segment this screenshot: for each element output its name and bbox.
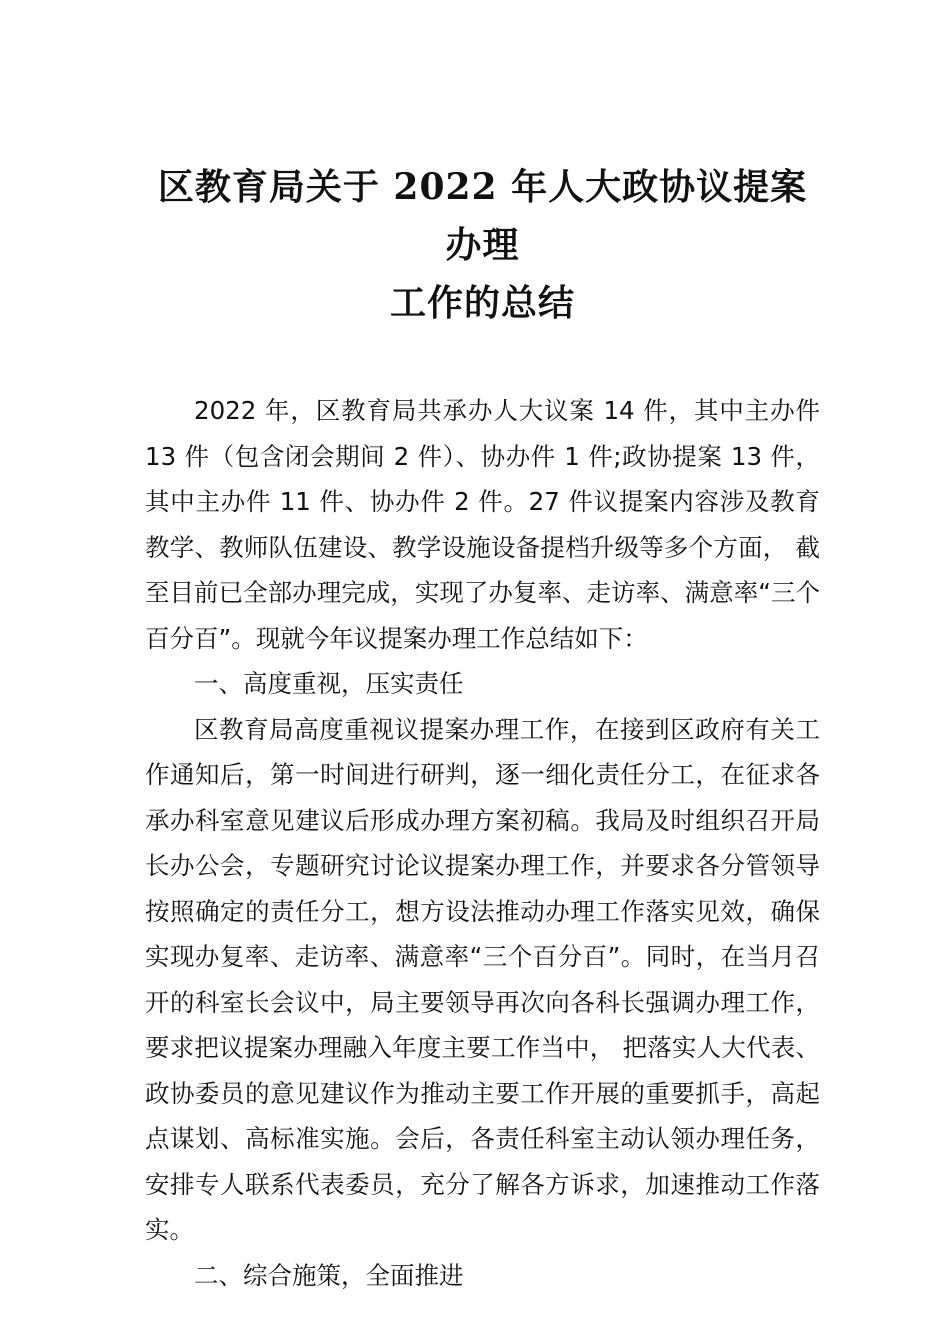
paragraph-summary: 2022 年，区教育局共承办人大议案 14 件，其中主办件 13 件（包含闭会期间 2 件）、协办件 1 件;政协提案 13 件，其中主办件 11 件、协办件 2 件。27 件议提案内容涉及教育教学、教师队伍建设、教学设施设备提档升级等多个方面， 截至目前已全部办理完成，实现了办复率、走访率、满意率“三个百分百”。现就今年议提案办理工作总结如下： bbox=[145, 396, 820, 653]
paragraph-section-1: 区教育局高度重视议提案办理工作，在接到区政府有关工作通知后，第一时间进行研判，逐一细化责任分工，在征求各承办科室意见建议后形成办理方案初稿。我局及时组织召开局长办公会，专题研究讨论议提案办理工作，并要求各分管领导按照确定的责任分工，想方设法推动办理工作落实见效，确保实现办复率、走访率、满意率“三个百分百”。同时，在当月召开的科室长会议中，局主要领导再次向各科长强调办理工作，要求把议提案办理融入年度主要工作当中， 把落实人大代表、政协委员的意见建议作为推动主要工作开展的重要抓手，高起点谋划、高标准实施。会后，各责任科室主动认领办理任务，安排专人联系代表委员，充分了解各方诉求，加速推动工作落实。 bbox=[145, 714, 820, 1244]
title-line-1: 区教育局关于 2022 年人大政协议提案办理 bbox=[157, 166, 808, 266]
section-heading-2: 二、综合施策，全面推进 bbox=[194, 1260, 464, 1290]
document-title bbox=[145, 158, 820, 332]
section-heading-1: 一、高度重视，压实责任 bbox=[194, 669, 464, 698]
title-line-2: 工作的总结 bbox=[389, 282, 575, 324]
